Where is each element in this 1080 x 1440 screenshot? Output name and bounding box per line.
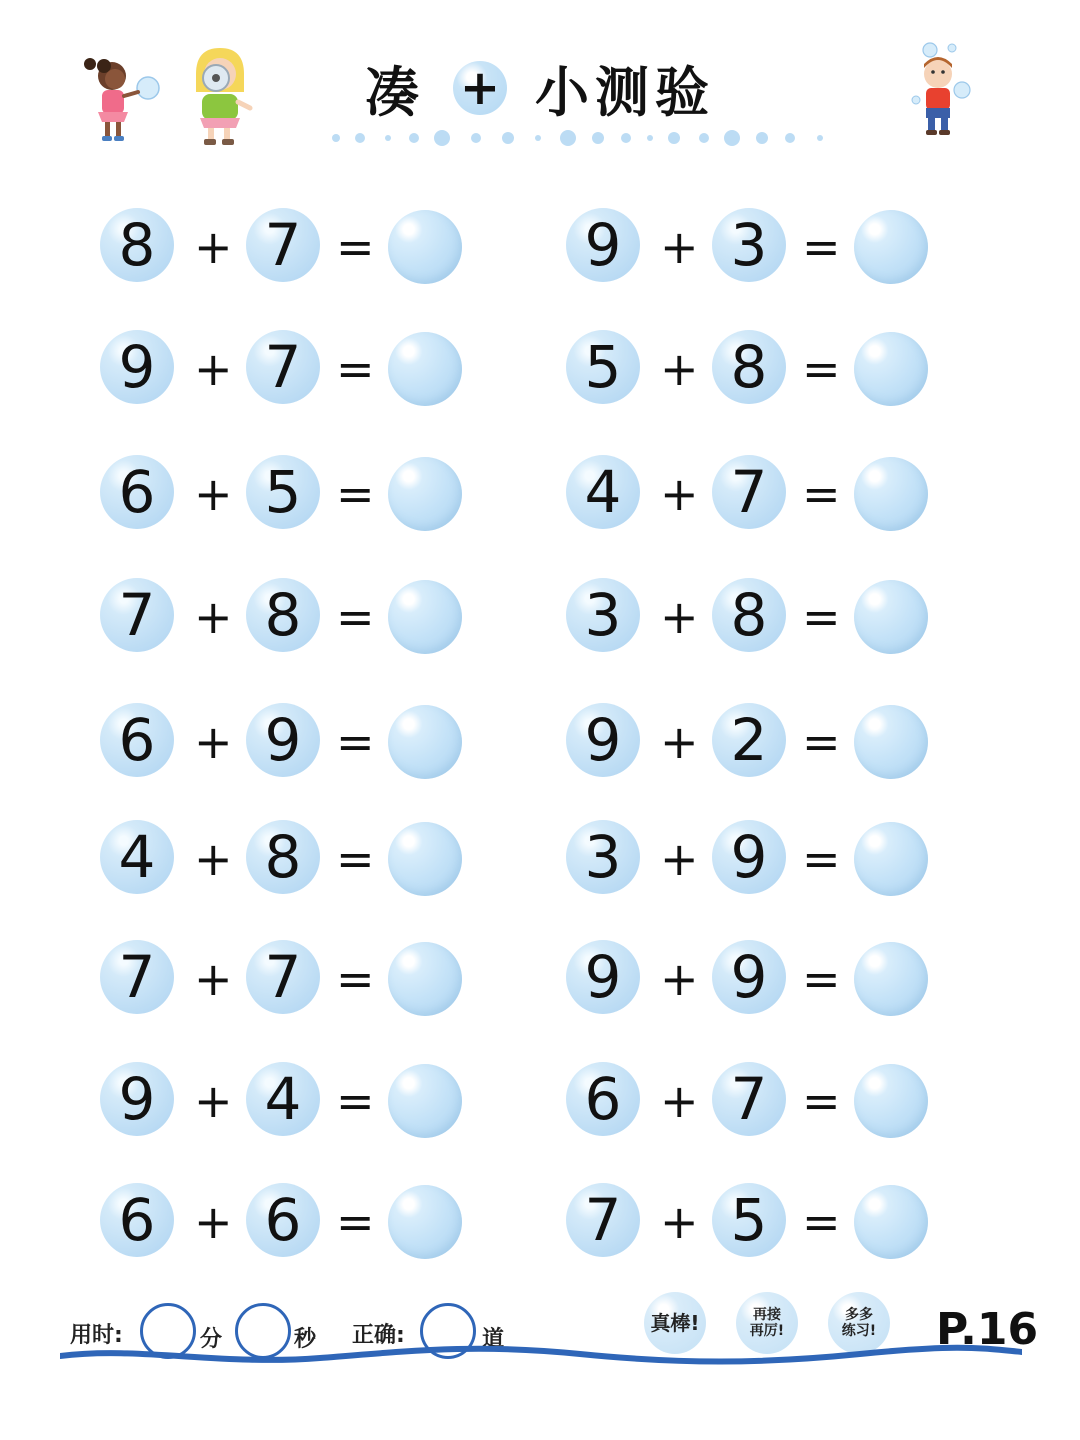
title-plus-bubble: + [453,61,507,115]
problem-row [566,703,936,783]
answer-bubble[interactable] [854,580,928,654]
plus-sign: + [194,467,233,521]
equals-sign: = [336,590,375,644]
second-addend: 5 [712,1183,786,1257]
answer-bubble[interactable] [388,1185,462,1259]
first-addend: 7 [100,940,174,1014]
plus-sign: + [194,220,233,274]
answer-bubble[interactable] [854,822,928,896]
plus-sign: + [660,220,699,274]
answer-bubble[interactable] [854,705,928,779]
second-addend: 9 [246,703,320,777]
answer-bubble[interactable] [388,580,462,654]
second-addend: 2 [712,703,786,777]
equals-sign: = [336,342,375,396]
second-addend: 8 [712,330,786,404]
plus-sign: + [660,1074,699,1128]
second-addend: 7 [246,330,320,404]
equals-sign: = [336,467,375,521]
answer-bubble[interactable] [388,457,462,531]
first-addend: 4 [566,455,640,529]
second-addend: 4 [246,1062,320,1136]
equals-sign: = [802,715,841,769]
second-addend: 8 [246,820,320,894]
equals-sign: = [802,342,841,396]
badge-practice-line2: 练习! [841,1323,877,1339]
first-addend: 9 [566,208,640,282]
answer-bubble[interactable] [388,210,462,284]
problem-row [100,1062,470,1142]
first-addend: 7 [100,578,174,652]
plus-sign: + [660,952,699,1006]
second-addend: 8 [712,578,786,652]
first-addend: 3 [566,578,640,652]
problem-row [100,1183,470,1263]
plus-sign: + [194,952,233,1006]
first-addend: 7 [566,1183,640,1257]
equals-sign: = [802,952,841,1006]
second-addend: 7 [246,208,320,282]
problem-row [100,578,470,658]
answer-bubble[interactable] [388,705,462,779]
plus-sign: + [194,342,233,396]
second-addend: 6 [246,1183,320,1257]
badge-great-label: 真棒! [650,1310,700,1335]
plus-sign: + [660,467,699,521]
plus-sign: + [194,1074,233,1128]
second-addend: 9 [712,940,786,1014]
wave-underline [60,1340,1022,1370]
plus-sign: + [660,715,699,769]
equals-sign: = [336,952,375,1006]
answer-bubble[interactable] [854,332,928,406]
plus-sign: + [660,1195,699,1249]
first-addend: 4 [100,820,174,894]
second-addend: 8 [246,578,320,652]
problem-row [100,703,470,783]
second-addend: 7 [712,455,786,529]
problem-row [100,940,470,1020]
first-addend: 9 [566,703,640,777]
problem-row [566,1062,936,1142]
problem-row [566,1183,936,1263]
equals-sign: = [336,220,375,274]
first-addend: 9 [100,1062,174,1136]
answer-bubble[interactable] [854,1064,928,1138]
plus-sign: + [194,590,233,644]
first-addend: 6 [566,1062,640,1136]
problem-row [566,820,936,900]
second-addend: 3 [712,208,786,282]
equals-sign: = [336,832,375,886]
problem-row [566,208,936,288]
first-addend: 6 [100,455,174,529]
equals-sign: = [336,715,375,769]
time-label: 用时: [70,1323,123,1348]
equals-sign: = [802,467,841,521]
seconds-label: 秒 [294,1327,317,1352]
badge-practice-line1: 多多 [845,1306,873,1323]
equals-sign: = [336,1074,375,1128]
first-addend: 9 [566,940,640,1014]
second-addend: 7 [246,940,320,1014]
first-addend: 6 [100,1183,174,1257]
title-suffix: 小测验 [535,60,715,124]
answer-bubble[interactable] [388,942,462,1016]
plus-sign: + [194,832,233,886]
equals-sign: = [802,1074,841,1128]
equals-sign: = [336,1195,375,1249]
correct-label: 正确: [352,1323,405,1348]
plus-sign: + [194,1195,233,1249]
equals-sign: = [802,832,841,886]
problem-row [566,330,936,410]
problem-row [566,455,936,535]
answer-bubble[interactable] [854,942,928,1016]
problem-row [100,330,470,410]
page-number: P.16 [936,1304,1039,1355]
first-addend: 6 [100,703,174,777]
first-addend: 3 [566,820,640,894]
first-addend: 9 [100,330,174,404]
problem-row [100,455,470,535]
problem-row [566,578,936,658]
answer-bubble[interactable] [388,822,462,896]
answer-bubble[interactable] [388,1064,462,1138]
plus-sign: + [660,590,699,644]
equals-sign: = [802,590,841,644]
problem-row [100,820,470,900]
problem-row [566,940,936,1020]
answer-bubble[interactable] [854,1185,928,1259]
equals-sign: = [802,1195,841,1249]
minutes-label: 分 [200,1327,223,1352]
second-addend: 5 [246,455,320,529]
second-addend: 9 [712,820,786,894]
answer-bubble[interactable] [854,457,928,531]
first-addend: 5 [566,330,640,404]
answer-bubble[interactable] [388,332,462,406]
problem-row [100,208,470,288]
second-addend: 7 [712,1062,786,1136]
badge-try-line2: 再厉! [749,1323,785,1339]
title-prefix: 凑 [365,60,425,124]
count-label: 道 [482,1327,505,1352]
plus-sign: + [660,832,699,886]
equals-sign: = [802,220,841,274]
answer-bubble[interactable] [854,210,928,284]
first-addend: 8 [100,208,174,282]
plus-sign: + [660,342,699,396]
badge-try-line1: 再接 [753,1306,781,1323]
plus-sign: + [194,715,233,769]
